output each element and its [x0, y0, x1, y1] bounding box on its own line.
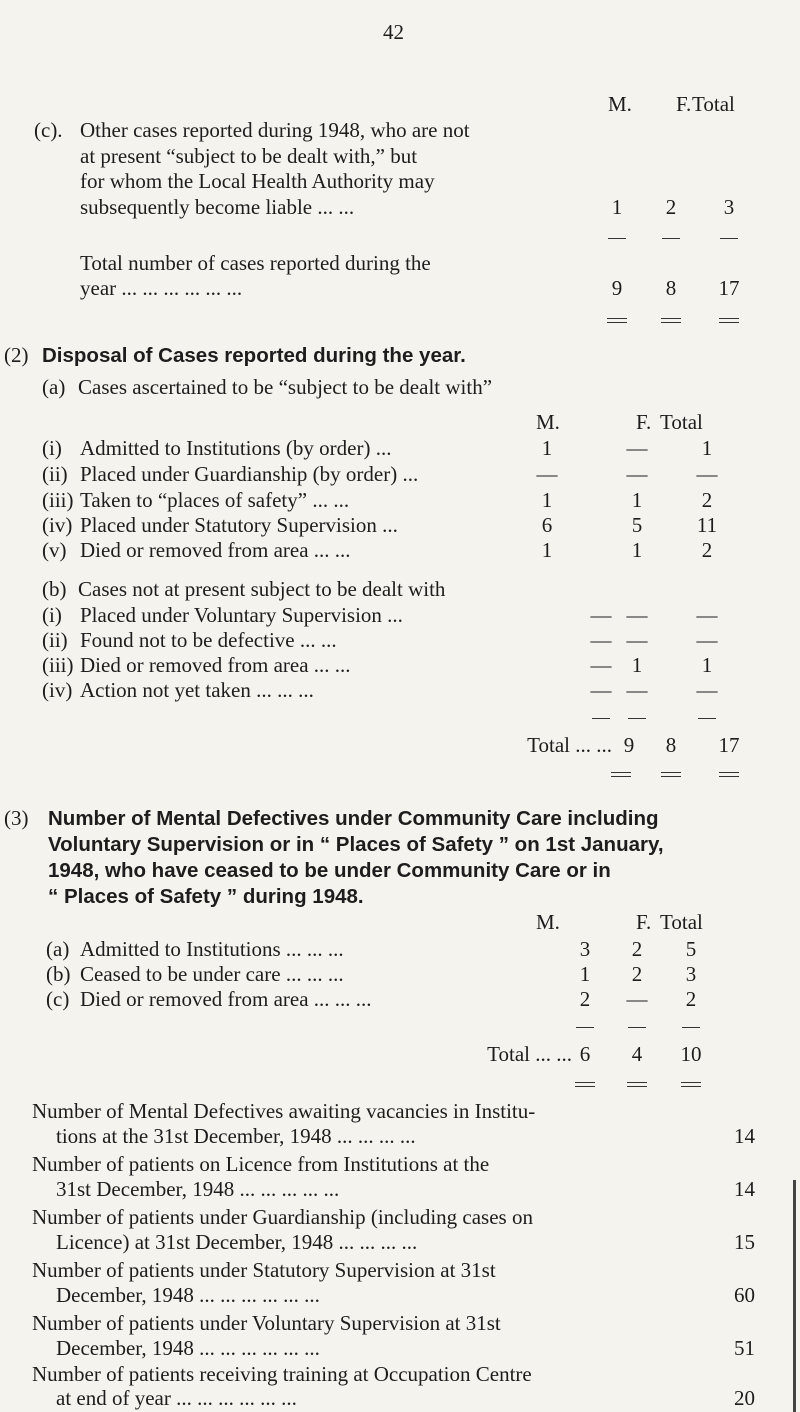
- rule: [592, 718, 610, 719]
- rule: [576, 1027, 594, 1028]
- rule: [628, 1027, 646, 1028]
- row-f: 1: [631, 538, 643, 562]
- section-3-heading-line: Number of Mental Defectives under Community Care including: [48, 807, 659, 830]
- row-f: 5: [631, 513, 643, 537]
- section-c-total-line: Total number of cases reported during the: [80, 251, 431, 275]
- section-c-f-value: 2: [665, 195, 677, 219]
- summary-line: Number of patients under Voluntary Supervision at 31st: [32, 1311, 501, 1335]
- row-total: 2: [685, 987, 697, 1011]
- row-f: 2: [631, 937, 643, 961]
- section-c-m-value: 1: [611, 195, 623, 219]
- sub-b-title: Cases not at present subject to be dealt with: [78, 577, 446, 601]
- section-3-total-m: 6: [579, 1042, 591, 1066]
- row-f: —: [626, 462, 648, 486]
- section-c-total-f: 8: [665, 276, 677, 300]
- rule: [720, 238, 738, 239]
- summary-value: 20: [734, 1386, 755, 1410]
- page-edge-shadow: [793, 1180, 796, 1412]
- row-f: —: [626, 678, 648, 702]
- row-m: —: [536, 462, 558, 486]
- row-total: 11: [696, 513, 718, 537]
- rule: [698, 718, 716, 719]
- row-num: (b): [46, 962, 71, 986]
- row-num: (iii): [42, 653, 74, 677]
- row-total: —: [696, 462, 718, 486]
- row-f: 2: [631, 962, 643, 986]
- double-rule: [661, 318, 681, 323]
- summary-value: 60: [734, 1283, 755, 1307]
- row-text: Placed under Guardianship (by order) ...: [80, 462, 419, 486]
- row-text: Died or removed from area ... ...: [80, 538, 351, 562]
- row-num: (v): [42, 538, 67, 562]
- row-num: (i): [42, 603, 62, 627]
- row-m: —: [590, 653, 612, 677]
- summary-value: 51: [734, 1336, 755, 1360]
- col-header-m: M.: [536, 910, 560, 934]
- row-m: 1: [541, 538, 553, 562]
- col-header-m: M.: [608, 92, 632, 116]
- section-2-total-f: 8: [665, 733, 677, 757]
- summary-line: Number of patients receiving training at Occupation Centre: [32, 1362, 532, 1386]
- row-total: 1: [701, 436, 713, 460]
- summary-line: Number of patients on Licence from Institutions at the: [32, 1152, 490, 1176]
- row-text: Taken to “places of safety” ... ...: [80, 488, 350, 512]
- row-f: 1: [631, 653, 643, 677]
- row-f: 1: [631, 488, 643, 512]
- col-header-f: F.: [676, 92, 692, 116]
- col-header-total: Total: [660, 410, 703, 434]
- section-c-total-m: 9: [611, 276, 623, 300]
- summary-line: Number of Mental Defectives awaiting vacancies in Institu-: [32, 1099, 536, 1123]
- row-num: (ii): [42, 628, 68, 652]
- row-m: 1: [541, 436, 553, 460]
- section-3-total-f: 4: [631, 1042, 643, 1066]
- summary-value: 14: [734, 1177, 755, 1201]
- row-total: 2: [701, 538, 713, 562]
- section-c-line: for whom the Local Health Authority may: [80, 169, 435, 193]
- section-2-heading: Disposal of Cases reported during the year.: [42, 344, 466, 367]
- double-rule: [719, 772, 739, 777]
- section-2-number: (2): [4, 343, 29, 367]
- rule: [608, 238, 626, 239]
- rule: [628, 718, 646, 719]
- section-2-total-total: 17: [718, 733, 740, 757]
- rule: [662, 238, 680, 239]
- section-3-heading-line: Voluntary Supervision or in “ Places of Safety ” on 1st January,: [48, 833, 664, 856]
- rule: [682, 1027, 700, 1028]
- summary-line: December, 1948 ... ... ... ... ... ...: [56, 1283, 320, 1307]
- row-text: Admitted to Institutions ... ... ...: [80, 937, 344, 961]
- section-2-total-m: 9: [623, 733, 635, 757]
- row-text: Died or removed from area ... ... ...: [80, 987, 372, 1011]
- row-total: —: [696, 603, 718, 627]
- row-total: 2: [701, 488, 713, 512]
- row-total: —: [696, 678, 718, 702]
- col-header-total: Total: [660, 910, 703, 934]
- sub-b-label: (b): [42, 577, 67, 601]
- row-f: —: [626, 436, 648, 460]
- section-3-total-total: 10: [680, 1042, 702, 1066]
- section-c-line: at present “subject to be dealt with,” but: [80, 144, 418, 168]
- row-text: Died or removed from area ... ...: [80, 653, 351, 677]
- page-number: 42: [383, 20, 404, 44]
- summary-line: December, 1948 ... ... ... ... ... ...: [56, 1336, 320, 1360]
- double-rule: [661, 772, 681, 777]
- row-m: 6: [541, 513, 553, 537]
- summary-line: 31st December, 1948 ... ... ... ... ...: [56, 1177, 340, 1201]
- row-total: 5: [685, 937, 697, 961]
- summary-line: Number of patients under Statutory Supervision at 31st: [32, 1258, 496, 1282]
- col-header-m: M.: [536, 410, 560, 434]
- section-2-total-label: Total ... ...: [527, 733, 612, 757]
- col-header-f: F.: [636, 910, 652, 934]
- section-c-line: Other cases reported during 1948, who are not: [80, 118, 470, 142]
- col-header-total: Total: [692, 92, 735, 116]
- section-c-total-total: 17: [718, 276, 740, 300]
- row-m: 2: [579, 987, 591, 1011]
- double-rule: [719, 318, 739, 323]
- section-3-heading-line: “ Places of Safety ” during 1948.: [48, 885, 364, 908]
- summary-line: Number of patients under Guardianship (including cases on: [32, 1205, 533, 1229]
- section-c-total-value: 3: [723, 195, 735, 219]
- row-total: —: [696, 628, 718, 652]
- double-rule: [681, 1082, 701, 1087]
- row-text: Placed under Voluntary Supervision ...: [80, 603, 403, 627]
- double-rule: [607, 318, 627, 323]
- row-num: (iv): [42, 513, 73, 537]
- double-rule: [611, 772, 631, 777]
- double-rule: [575, 1082, 595, 1087]
- row-text: Ceased to be under care ... ... ...: [80, 962, 344, 986]
- row-text: Admitted to Institutions (by order) ...: [80, 436, 392, 460]
- row-num: (c): [46, 987, 70, 1011]
- row-m: —: [590, 628, 612, 652]
- col-header-f: F.: [636, 410, 652, 434]
- row-num: (iv): [42, 678, 73, 702]
- row-f: —: [626, 603, 648, 627]
- row-num: (iii): [42, 488, 74, 512]
- summary-value: 15: [734, 1230, 755, 1254]
- row-total: 1: [701, 653, 713, 677]
- row-text: Found not to be defective ... ...: [80, 628, 337, 652]
- sub-a-title: Cases ascertained to be “subject to be dealt with”: [78, 375, 493, 399]
- row-m: —: [590, 678, 612, 702]
- summary-line: at end of year ... ... ... ... ... ...: [56, 1386, 297, 1410]
- summary-line: tions at the 31st December, 1948 ... ... ... ...: [56, 1124, 416, 1148]
- row-text: Placed under Statutory Supervision ...: [80, 513, 398, 537]
- row-num: (ii): [42, 462, 68, 486]
- row-f: —: [626, 628, 648, 652]
- row-num: (i): [42, 436, 62, 460]
- row-m: 3: [579, 937, 591, 961]
- sub-a-label: (a): [42, 375, 66, 399]
- row-total: 3: [685, 962, 697, 986]
- row-text: Action not yet taken ... ... ...: [80, 678, 314, 702]
- summary-line: Licence) at 31st December, 1948 ... ... ... ...: [56, 1230, 418, 1254]
- section-c-total-line: year ... ... ... ... ... ...: [80, 276, 243, 300]
- section-3-number: (3): [4, 806, 29, 830]
- row-num: (a): [46, 937, 70, 961]
- section-3-total-label: Total ... ...: [487, 1042, 572, 1066]
- row-m: 1: [579, 962, 591, 986]
- row-f: —: [626, 987, 648, 1011]
- row-m: 1: [541, 488, 553, 512]
- summary-value: 14: [734, 1124, 755, 1148]
- section-c-line: subsequently become liable ... ...: [80, 195, 355, 219]
- double-rule: [627, 1082, 647, 1087]
- section-c-label: (c).: [34, 118, 63, 142]
- section-3-heading-line: 1948, who have ceased to be under Community Care or in: [48, 859, 611, 882]
- row-m: —: [590, 603, 612, 627]
